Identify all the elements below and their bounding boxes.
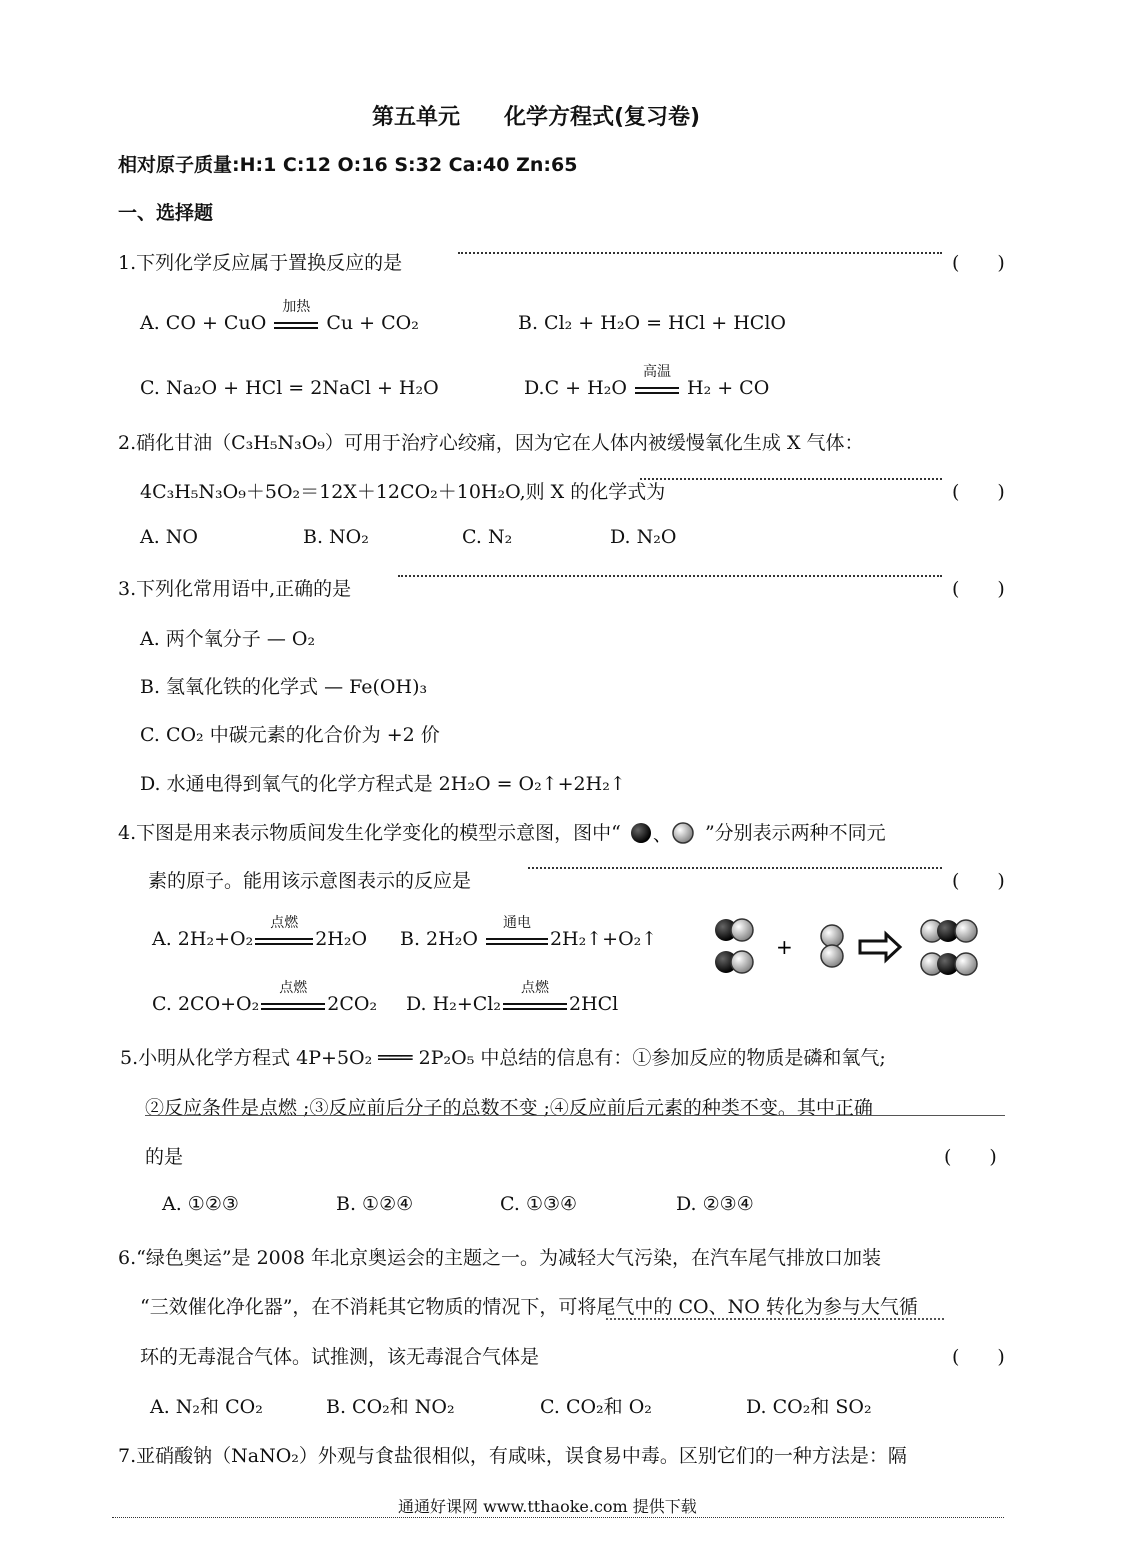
q5-option-b: B. ①②④ — [336, 1193, 414, 1215]
q4-a-products: 2H₂O — [315, 928, 368, 950]
q4-a-arrow — [255, 915, 313, 950]
q2-line1: 2.硝化甘油（C₃H₅N₃O₉）可用于治疗心绞痛，因为它在人体内被缓慢氧化生成 X 气体： — [118, 432, 864, 454]
q5-option-a: A. ①②③ — [162, 1193, 239, 1215]
q1-d-reactants: D.C + H₂O — [524, 377, 627, 399]
q3-option-d: D. 水通电得到氧气的化学方程式是 2H₂O = O₂↑+2H₂↑ — [140, 773, 626, 795]
q1-option-b: B. Cl₂ + H₂O = HCl + HClO — [518, 312, 786, 334]
q1-a-products: Cu + CO₂ — [326, 312, 419, 334]
q2-option-c: C. N₂ — [462, 526, 513, 548]
section-heading: 一、选择题 — [118, 202, 214, 224]
q1-option-a — [140, 299, 419, 334]
atom-legend-separator: 、 — [652, 825, 671, 844]
q4-option-c — [152, 980, 378, 1015]
q1-paren: ( ) — [952, 252, 1005, 274]
q1-d-condition: 高温 — [642, 364, 671, 380]
q4-paren: ( ) — [952, 870, 1005, 892]
q4-c-arrow — [261, 980, 325, 1015]
q4-line1 — [118, 818, 886, 845]
q1-leader — [458, 252, 942, 254]
q1-option-d — [524, 364, 770, 399]
q4-c-condition: 点燃 — [279, 980, 308, 996]
q1-stem: 1.下列化学反应属于置换反应的是 — [118, 252, 403, 274]
q5-line2: ②反应条件是点燃 ;③反应前后分子的总数不变 ;④反应前后元素的种类不变。其中正确 — [145, 1097, 873, 1119]
plus-sign: + — [776, 935, 793, 959]
q1-a-reactants: A. CO + CuO — [140, 312, 267, 334]
q2-leader — [640, 478, 942, 480]
q4-a-condition: 点燃 — [270, 915, 299, 931]
q5-underline — [145, 1115, 1005, 1116]
q3-paren: ( ) — [952, 578, 1005, 600]
q3-option-a: A. 两个氧分子 — O₂ — [140, 628, 316, 650]
footer-rule — [112, 1517, 1004, 1518]
q4-c-reactants: C. 2CO+O₂ — [152, 993, 260, 1015]
q1-d-products: H₂ + CO — [687, 377, 770, 399]
q5-line1: 5.小明从化学方程式 4P+5O₂ ═══ 2P₂O₅ 中总结的信息有：①参加反应的物质是磷和氧气; — [120, 1047, 886, 1069]
q4-option-d — [406, 980, 619, 1015]
q3-stem: 3.下列化常用语中,正确的是 — [118, 578, 352, 600]
q4-line2: 素的原子。能用该示意图表示的反应是 — [148, 870, 472, 892]
q4-d-reactants: D. H₂+Cl₂ — [406, 993, 501, 1015]
q5-line3: 的是 — [145, 1146, 184, 1168]
q3-option-b: B. 氢氧化铁的化学式 — Fe(OH)₃ — [140, 676, 428, 698]
q4-b-products: 2H₂↑+O₂↑ — [549, 928, 658, 950]
q6-line2: “三效催化净化器”，在不消耗其它物质的情况下，可将尾气中的 CO、NO 转化为参与大气循 — [140, 1296, 918, 1318]
q6-line3: 环的无毒混合气体。试推测，该无毒混合气体是 — [140, 1346, 540, 1368]
q2-line2: 4C₃H₅N₃O₉＋5O₂＝12X＋12CO₂＋10H₂O,则 X 的化学式为 — [140, 481, 666, 503]
q1-a-condition: 加热 — [282, 299, 311, 315]
q4-line1-end: ”分别表示两种不同元 — [704, 822, 886, 844]
q4-b-reactants: B. 2H₂O — [400, 928, 478, 950]
q6-option-d: D. CO₂和 SO₂ — [746, 1396, 872, 1418]
q4-d-condition: 点燃 — [520, 980, 549, 996]
q4-d-arrow — [503, 980, 567, 1015]
q5-option-c: C. ①③④ — [500, 1193, 578, 1215]
q2-paren: ( ) — [952, 481, 1005, 503]
q2-option-a: A. NO — [140, 526, 199, 548]
q6-option-b: B. CO₂和 NO₂ — [326, 1396, 455, 1418]
q3-option-c: C. CO₂ 中碳元素的化合价为 +2 价 — [140, 724, 440, 746]
q4-c-products: 2CO₂ — [327, 993, 378, 1015]
q1-option-c: C. Na₂O + HCl = 2NaCl + H₂O — [140, 377, 439, 399]
q4-b-condition: 通电 — [502, 915, 531, 931]
q7-line1: 7.亚硝酸钠（NaNO₂）外观与食盐很相似，有咸味，误食易中毒。区别它们的一种方法是：隔 — [118, 1445, 907, 1467]
reaction-model-diagram — [710, 914, 990, 980]
q1-a-arrow — [274, 299, 318, 334]
q6-paren: ( ) — [952, 1346, 1005, 1368]
atomic-masses: 相对原子质量:H:1 C:12 O:16 S:32 Ca:40 Zn:65 — [118, 154, 578, 176]
q4-line1-start: 4.下图是用来表示物质间发生化学变化的模型示意图，图中“ — [118, 822, 621, 844]
q2-option-b: B. NO₂ — [303, 526, 369, 548]
atom-legend-icon — [627, 820, 699, 844]
q5-option-d: D. ②③④ — [676, 1193, 754, 1215]
q4-option-a — [152, 915, 368, 950]
q4-a-reactants: A. 2H₂+O₂ — [152, 928, 254, 950]
footer-text: 通通好课网 www.tthaoke.com 提供下载 — [398, 1497, 697, 1516]
q6-line1: 6.“绿色奥运”是 2008 年北京奥运会的主题之一。为减轻大气污染，在汽车尾气排放口加装 — [118, 1247, 881, 1269]
q1-d-arrow — [635, 364, 679, 399]
q3-leader — [398, 575, 942, 577]
q4-d-products: 2HCl — [568, 993, 619, 1015]
q4-b-arrow — [486, 915, 548, 950]
page-title: 第五单元 化学方程式(复习卷) — [372, 105, 701, 130]
q6-option-c: C. CO₂和 O₂ — [540, 1396, 652, 1418]
q4-leader — [528, 867, 942, 869]
q6-underline — [606, 1318, 944, 1320]
q5-paren: ( ) — [944, 1146, 997, 1168]
q4-option-b — [400, 915, 658, 950]
q6-option-a: A. N₂和 CO₂ — [150, 1396, 263, 1418]
q2-option-d: D. N₂O — [610, 526, 677, 548]
